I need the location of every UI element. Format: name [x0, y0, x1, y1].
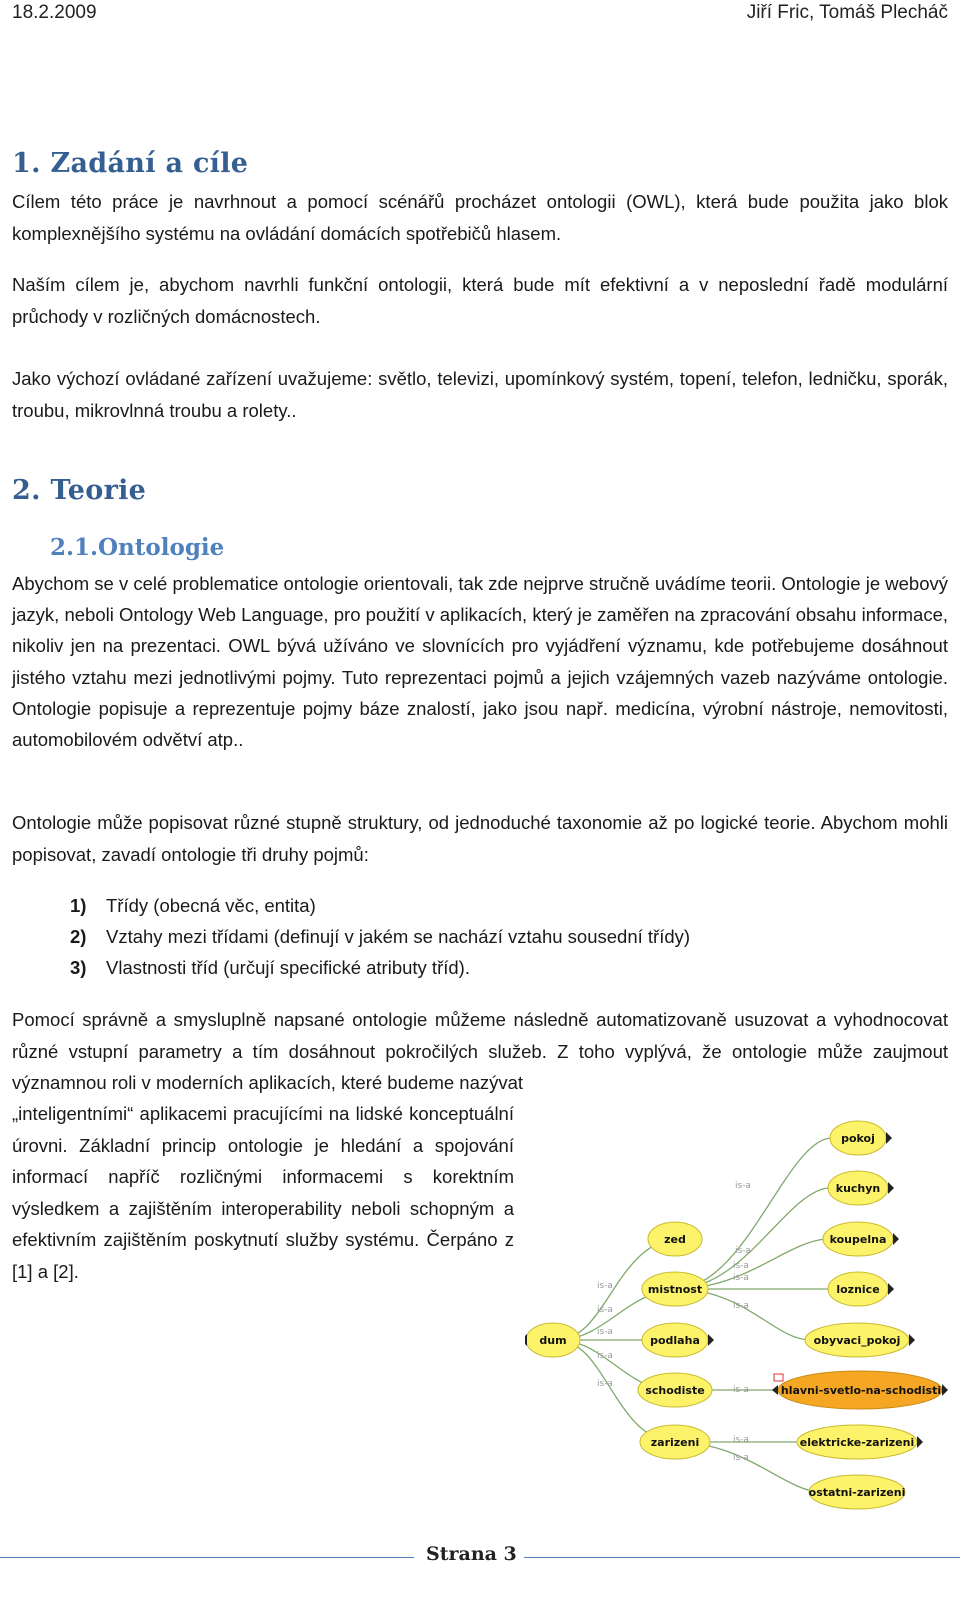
node-hlavni-svetlo — [772, 1371, 948, 1409]
list-item: 1) Třídy (obecná věc, entita) — [70, 895, 316, 916]
edge-label: is-a — [597, 1281, 613, 1291]
paragraph: Pomocí správně a smysluplně napsané ontologie můžeme následně automatizovaně usuzovat a vyhodnocovat různé vstupní parametry a tím dosáhnout pokročilých služeb. Z toho vyplývá, že ontologie může zaujmout významnou roli v moderních aplikacích, které budeme nazývat — [12, 1009, 948, 1093]
node-zarizeni — [640, 1425, 710, 1459]
edge-label: is-a — [597, 1305, 613, 1315]
section-heading-1: 1. Zadání a cíle — [12, 148, 249, 179]
node-dum — [525, 1323, 580, 1357]
edge-label: is-a — [597, 1351, 613, 1361]
node-koupelna — [823, 1222, 899, 1256]
svg-text:schodiste: schodiste — [645, 1384, 705, 1397]
paragraph: Naším cílem je, abychom navrhli funkční ontologii, která bude mít efektivní a v neposlední řadě modulární průchody v rozličných domácnostech. — [12, 274, 948, 327]
edge-label: is-a — [733, 1435, 749, 1445]
paragraph: Cílem této práce je navrhnout a pomocí scénářů procházet ontologii (OWL), která bude použita jako blok komplexnějšího systému na ovládání domácích spotřebičů hlasem. — [12, 191, 948, 244]
node-kuchyn — [828, 1171, 894, 1205]
paragraph: Abychom se v celé problematice ontologie orientovali, tak zde nejprve stručně uvádíme teorii. Ontologie je webový jazyk, neboli Ontology Web Language, pro použití v aplikacích, který je zaměřen na zpracování obsahu informace, nikoliv jen na prezentaci. OWL bývá užíváno ve slovnících pro vyjádření významu, kde potřebujeme dosáhnout jistého vztahu mezi jednotlivými pojmy. Tuto reprezentaci pojmů a jejich vzájemných vazeb nazýváme ontologie. Ontologie popisuje a reprezentuje pojmy báze znalostí, jako jsou např. medicína, výrobní nástroje, nemovitosti, automobilovém odvětví atp.. — [12, 573, 948, 751]
svg-text:pokoj: pokoj — [841, 1132, 875, 1145]
page-number: Strana 3 — [426, 1543, 517, 1565]
svg-text:zed: zed — [664, 1233, 686, 1246]
header-authors: Jiří Fric, Tomáš Plecháč — [746, 2, 948, 23]
svg-text:podlaha: podlaha — [650, 1334, 700, 1347]
footer-divider-right — [524, 1557, 960, 1558]
edge-label: is-a — [597, 1327, 613, 1337]
paragraph: Ontologie může popisovat různé stupně struktury, od jednoduché taxonomie až po logické teorie. Abychom mohli popisovat, zavadí ontologie tři druhy pojmů: — [12, 812, 948, 865]
svg-text:mistnost: mistnost — [647, 1283, 703, 1296]
node-zed — [648, 1222, 702, 1256]
edge-mistnost-pokoj — [675, 1138, 830, 1289]
node-obyvaci-pokoj — [805, 1323, 915, 1357]
section-heading-2: 2. Teorie — [12, 475, 147, 506]
edge-label: is-a — [733, 1453, 749, 1463]
edge-label: is-a — [733, 1261, 749, 1271]
svg-text:hlavni-svetlo-na-schodisti: hlavni-svetlo-na-schodisti — [780, 1384, 942, 1397]
svg-text:zarizeni: zarizeni — [650, 1436, 700, 1449]
svg-text:dum: dum — [539, 1334, 567, 1347]
edge-label: is-a — [733, 1301, 749, 1311]
paragraph-narrow: „inteligentními“ aplikacemi pracujícími na lidské konceptuální úrovni. Základní princip ontologie je hledání a spojování informací napříč rozličnými informacemi s korektním výsledkem a zajištěním interoperability neboli schopným a efektivním zajištěním poskytnutí služby systému. Čerpáno z [1] a [2]. — [12, 1103, 514, 1282]
edge-label: is-a — [597, 1379, 613, 1389]
node-mistnost — [642, 1272, 708, 1306]
edge-label: is-a — [733, 1385, 749, 1395]
node-pokoj — [830, 1121, 892, 1155]
header-date: 18.2.2009 — [12, 2, 97, 23]
node-elektricke-zarizeni — [797, 1425, 923, 1459]
node-ostatni-zarizeni — [809, 1475, 906, 1509]
svg-text:ostatni-zarizeni: ostatni-zarizeni — [808, 1486, 906, 1499]
svg-text:loznice: loznice — [836, 1283, 880, 1296]
svg-text:obyvaci_pokoj: obyvaci_pokoj — [813, 1334, 901, 1347]
ontology-diagram — [525, 1108, 955, 1538]
svg-text:kuchyn: kuchyn — [835, 1182, 881, 1195]
footer-divider-left — [0, 1557, 414, 1558]
list-item: 2) Vztahy mezi třídami (definují v jakém se nachází vztahu sousední třídy) — [70, 926, 691, 947]
node-schodiste — [638, 1373, 712, 1407]
svg-text:elektricke-zarizeni: elektricke-zarizeni — [799, 1436, 915, 1449]
paragraph: Jako výchozí ovládané zařízení uvažujeme: světlo, televizi, upomínkový systém, topení, telefon, ledničku, sporák, troubu, mikrovlnná troubu a rolety.. — [12, 368, 948, 421]
list-item: 3) Vlastnosti tříd (určují specifické atributy tříd). — [70, 957, 470, 978]
node-loznice — [828, 1272, 894, 1306]
node-podlaha — [642, 1323, 714, 1357]
subsection-heading: 2.1.Ontologie — [50, 534, 225, 561]
edge-label: is-a — [735, 1246, 751, 1256]
svg-text:koupelna: koupelna — [829, 1233, 887, 1246]
edge-label: is-a — [735, 1181, 751, 1191]
edge-label: is-a — [733, 1273, 749, 1283]
